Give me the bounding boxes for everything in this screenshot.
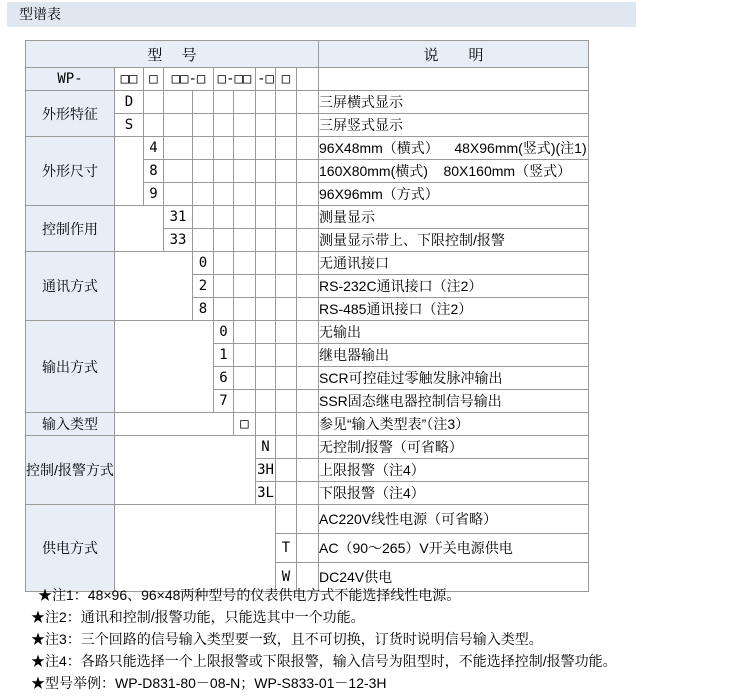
description-cell: 三屏竖式显示 — [319, 114, 589, 137]
empty-cell — [234, 252, 256, 275]
description-cell: 下限报警（注4） — [319, 482, 589, 505]
empty-cell — [234, 137, 256, 160]
empty-cell — [144, 114, 164, 137]
model-code-cell: 3H — [256, 459, 276, 482]
empty-cell — [214, 183, 234, 206]
note-4: ★注4：各路只能选择一个上限报警或下限报警，输入信号为阻型时，不能选择控制/报警功能。 — [31, 653, 617, 669]
empty-cell — [193, 229, 214, 252]
description-cell: 96X48mm（横式） 48X96mm(竖式)(注1) — [319, 137, 589, 160]
empty-cell — [276, 298, 297, 321]
spec-table — [25, 40, 589, 592]
empty-cell — [256, 114, 276, 137]
empty-cell — [214, 160, 234, 183]
empty-cell — [214, 114, 234, 137]
empty-cell — [214, 229, 234, 252]
empty-cell — [256, 229, 276, 252]
note-2: ★注2：通讯和控制/报警功能，只能选其中一个功能。 — [31, 609, 365, 625]
section-label-input: 输入类型 — [26, 413, 115, 436]
empty-cell — [256, 367, 276, 390]
empty-cell — [297, 505, 319, 534]
description-cell: DC24V供电 — [319, 563, 589, 592]
empty-cell — [256, 137, 276, 160]
empty-cell — [297, 534, 319, 563]
empty-cell — [297, 229, 319, 252]
empty-cell — [193, 183, 214, 206]
empty-cell — [256, 321, 276, 344]
empty-cell — [115, 505, 276, 592]
model-code-cell: 8 — [193, 298, 214, 321]
empty-cell — [256, 91, 276, 114]
empty-cell — [297, 482, 319, 505]
empty-cell — [193, 91, 214, 114]
empty-cell — [276, 137, 297, 160]
section-label-shape: 外形特征 — [26, 91, 115, 137]
description-cell: 参见“输入类型表”（注3） — [319, 413, 589, 436]
empty-cell — [214, 206, 234, 229]
empty-cell — [297, 137, 319, 160]
empty-cell — [164, 114, 193, 137]
model-code-cell: 0 — [193, 252, 214, 275]
empty-cell — [297, 275, 319, 298]
description-cell: 测量显示带上、下限控制/报警 — [319, 229, 589, 252]
empty-cell — [256, 160, 276, 183]
notes — [31, 584, 617, 694]
description-cell: 96X96mm（方式） — [319, 183, 589, 206]
table-row — [26, 505, 589, 534]
description-cell: RS-232C通讯接口（注2） — [319, 275, 589, 298]
empty-cell — [115, 413, 234, 436]
empty-cell — [276, 367, 297, 390]
empty-cell — [193, 114, 214, 137]
model-code-cell: 0 — [214, 321, 234, 344]
empty-cell — [214, 252, 234, 275]
empty-cell — [193, 137, 214, 160]
model-code-cell: □-□□ — [214, 68, 256, 91]
empty-cell — [115, 436, 256, 505]
empty-cell — [214, 275, 234, 298]
description-cell: 三屏横式显示 — [319, 91, 589, 114]
empty-cell — [234, 367, 256, 390]
empty-cell — [234, 91, 256, 114]
model-code-cell: □□-□ — [164, 68, 214, 91]
header-description: 说 明 — [319, 41, 589, 68]
empty-cell — [256, 413, 276, 436]
empty-cell — [115, 137, 144, 206]
description-cell: RS-485通讯接口（注2） — [319, 298, 589, 321]
empty-cell — [234, 390, 256, 413]
table-row — [26, 252, 589, 275]
empty-cell — [193, 160, 214, 183]
table-row — [26, 321, 589, 344]
model-code-cell — [276, 505, 297, 534]
table-row — [26, 436, 589, 459]
empty-cell — [297, 183, 319, 206]
empty-cell — [214, 137, 234, 160]
empty-cell — [234, 298, 256, 321]
table-row — [26, 91, 589, 114]
description-cell: AC（90～265）V开关电源供电 — [319, 534, 589, 563]
model-code-cell: 3L — [256, 482, 276, 505]
empty-cell — [276, 344, 297, 367]
description-cell: SSR固态继电器控制信号输出 — [319, 390, 589, 413]
table-header-row — [26, 41, 589, 68]
empty-cell — [297, 68, 319, 91]
empty-cell — [256, 183, 276, 206]
section-label-alarm: 控制/报警方式 — [26, 436, 115, 505]
empty-cell — [234, 344, 256, 367]
empty-cell — [234, 206, 256, 229]
model-code-cell: -□ — [256, 68, 276, 91]
empty-cell — [276, 206, 297, 229]
empty-cell — [276, 482, 297, 505]
empty-cell — [256, 298, 276, 321]
description-cell — [319, 68, 589, 91]
empty-cell — [297, 390, 319, 413]
empty-cell — [234, 321, 256, 344]
model-code-cell: D — [115, 91, 144, 114]
model-code-cell: W — [276, 563, 297, 592]
empty-cell — [256, 206, 276, 229]
model-code-cell: S — [115, 114, 144, 137]
note-3: ★注3：三个回路的信号输入类型要一致，且不可切换，订货时说明信号输入类型。 — [31, 631, 543, 647]
empty-cell — [214, 91, 234, 114]
model-code-cell: T — [276, 534, 297, 563]
empty-cell — [297, 459, 319, 482]
empty-cell — [276, 321, 297, 344]
empty-cell — [234, 114, 256, 137]
table-row — [26, 413, 589, 436]
empty-cell — [297, 114, 319, 137]
description-cell: 无通讯接口 — [319, 252, 589, 275]
model-code-cell: 1 — [214, 344, 234, 367]
section-label-power: 供电方式 — [26, 505, 115, 592]
model-code-cell: 33 — [164, 229, 193, 252]
section-label-comm: 通讯方式 — [26, 252, 115, 321]
empty-cell — [276, 413, 297, 436]
empty-cell — [276, 275, 297, 298]
empty-cell — [256, 390, 276, 413]
empty-cell — [297, 206, 319, 229]
description-cell: 无控制/报警（可省略） — [319, 436, 589, 459]
model-prefix: WP- — [26, 68, 115, 91]
model-code-cell: 31 — [164, 206, 193, 229]
model-code-cell: □ — [234, 413, 256, 436]
empty-cell — [115, 206, 164, 252]
empty-cell — [276, 91, 297, 114]
table-row — [26, 137, 589, 160]
empty-cell — [297, 413, 319, 436]
empty-cell — [276, 229, 297, 252]
model-code-cell: N — [256, 436, 276, 459]
model-code-cell: □ — [144, 68, 164, 91]
empty-cell — [297, 367, 319, 390]
empty-cell — [256, 275, 276, 298]
empty-cell — [115, 321, 214, 413]
model-code-cell: 6 — [214, 367, 234, 390]
empty-cell — [234, 275, 256, 298]
empty-cell — [193, 206, 214, 229]
table-row — [26, 68, 589, 91]
model-example: ★型号举例：WP-D831-80－08-N；WP-S833-01－12-3H — [31, 675, 387, 691]
description-cell: 继电器输出 — [319, 344, 589, 367]
description-cell: 测量显示 — [319, 206, 589, 229]
empty-cell — [297, 321, 319, 344]
empty-cell — [297, 252, 319, 275]
empty-cell — [276, 160, 297, 183]
empty-cell — [256, 344, 276, 367]
note-1: ★注1：48×96、96×48两种型号的仪表供电方式不能选择线性电源。 — [38, 587, 461, 603]
empty-cell — [297, 160, 319, 183]
empty-cell — [297, 91, 319, 114]
section-label-output: 输出方式 — [26, 321, 115, 413]
description-cell: 无输出 — [319, 321, 589, 344]
model-code-cell: 4 — [144, 137, 164, 160]
empty-cell — [256, 252, 276, 275]
description-cell: AC220V线性电源（可省略） — [319, 505, 589, 534]
header-model: 型 号 — [26, 41, 319, 68]
model-code-cell: 7 — [214, 390, 234, 413]
section-label-control: 控制作用 — [26, 206, 115, 252]
empty-cell — [164, 183, 193, 206]
empty-cell — [297, 298, 319, 321]
model-code-cell: 9 — [144, 183, 164, 206]
model-code-cell: □ — [276, 68, 297, 91]
page-title: 型谱表 — [7, 2, 636, 27]
empty-cell — [276, 252, 297, 275]
section-label-size: 外形尺寸 — [26, 137, 115, 206]
description-cell: 上限报警（注4） — [319, 459, 589, 482]
model-code-cell: □□ — [115, 68, 144, 91]
empty-cell — [276, 390, 297, 413]
empty-cell — [115, 252, 193, 321]
empty-cell — [297, 436, 319, 459]
empty-cell — [234, 160, 256, 183]
empty-cell — [164, 137, 193, 160]
model-code-cell: 8 — [144, 160, 164, 183]
empty-cell — [164, 91, 193, 114]
description-cell: SCR可控硅过零触发脉冲输出 — [319, 367, 589, 390]
empty-cell — [276, 114, 297, 137]
empty-cell — [214, 298, 234, 321]
description-cell: 160X80mm(横式) 80X160mm（竖式） — [319, 160, 589, 183]
empty-cell — [144, 91, 164, 114]
empty-cell — [276, 459, 297, 482]
empty-cell — [276, 436, 297, 459]
empty-cell — [164, 160, 193, 183]
table-row — [26, 206, 589, 229]
empty-cell — [234, 183, 256, 206]
empty-cell — [276, 183, 297, 206]
empty-cell — [234, 229, 256, 252]
empty-cell — [297, 344, 319, 367]
model-code-cell: 2 — [193, 275, 214, 298]
